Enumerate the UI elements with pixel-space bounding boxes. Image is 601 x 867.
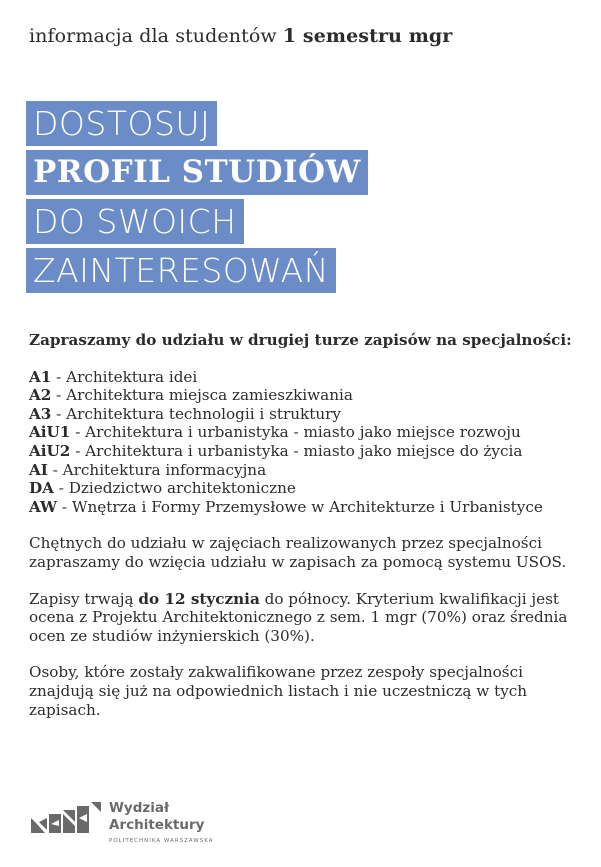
specialty-name: - Architektura informacyjna (47, 460, 267, 479)
headline (26, 101, 368, 297)
specialty-item (29, 498, 584, 517)
headline-line-4: ZAINTERESOWAŃ (26, 248, 336, 293)
specialty-name: - Dziedzictwo architektoniczne (53, 479, 296, 498)
headline-line-3: DO SWOICH (26, 199, 244, 244)
specialty-item (29, 386, 584, 405)
specialty-code: AiU2 (29, 441, 71, 460)
deadline-paragraph (29, 590, 584, 646)
specialty-item (29, 368, 584, 387)
enrollment-paragraph: Chętnych do udziału w zajęciach realizowanych przez specjalności zapraszamy do wzięcia udziału w zapisach za pomocą systemu USOS. (29, 534, 567, 571)
audience-prefix: informacja dla studentów (29, 25, 283, 47)
faculty-logo-icon (31, 800, 101, 838)
specialty-code: A2 (29, 386, 52, 405)
qualified-paragraph: Osoby, które zostały zakwalifikowane przez zespoły specjalności znajdują się już na odpowiednich listach i nie uczestniczą w tych zapisach. (29, 663, 528, 719)
specialty-item (29, 461, 584, 480)
specialty-name: - Architektura technologii i struktury (51, 404, 341, 423)
specialty-item (29, 405, 584, 424)
specialty-code: AW (29, 497, 58, 516)
specialty-name: - Architektura miejsca zamieszkiwania (51, 386, 353, 405)
audience-line (29, 25, 452, 47)
deadline-date: do 12 stycznia (138, 589, 260, 608)
specialty-item (29, 479, 584, 498)
faculty-logo (31, 800, 214, 844)
specialty-item (29, 423, 584, 442)
specialty-name: - Architektura i urbanistyka - miasto jako miejsce do życia (70, 441, 523, 460)
specialty-item (29, 442, 584, 461)
specialty-list (29, 368, 584, 517)
deadline-post: do północy. Kryterium kwalifikacji jest ocena z Projektu Architektonicznego z sem. 1 mgr (70%) oraz średnia ocen ze studiów inżynierskich (30%). (29, 589, 568, 645)
logo-line-2: Architektury (109, 817, 205, 833)
headline-line-2: PROFIL STUDIÓW (26, 150, 368, 195)
content (29, 331, 584, 737)
audience-semester: 1 semestru mgr (282, 25, 453, 47)
deadline-pre: Zapisy trwają (29, 589, 139, 608)
specialty-code: A3 (29, 404, 52, 423)
logo-line-1: Wydział (109, 800, 169, 816)
specialty-name: - Architektura idei (51, 367, 198, 386)
faculty-logo-text (109, 800, 214, 844)
specialty-name: - Architektura i urbanistyka - miasto jako miejsce rozwoju (70, 423, 521, 442)
specialty-code: AI (29, 460, 48, 479)
logo-line-3: POLITECHNIKA WARSZAWSKA (109, 838, 214, 844)
intro-text: Zapraszamy do udziału w drugiej turze zapisów na specjalności: (29, 331, 572, 349)
specialty-code: A1 (29, 367, 52, 386)
headline-line-1: DOSTOSUJ (26, 101, 217, 146)
specialty-name: - Wnętrza i Formy Przemysłowe w Architekturze i Urbanistyce (57, 497, 543, 516)
specialty-code: AiU1 (29, 423, 71, 442)
specialty-code: DA (29, 479, 54, 498)
